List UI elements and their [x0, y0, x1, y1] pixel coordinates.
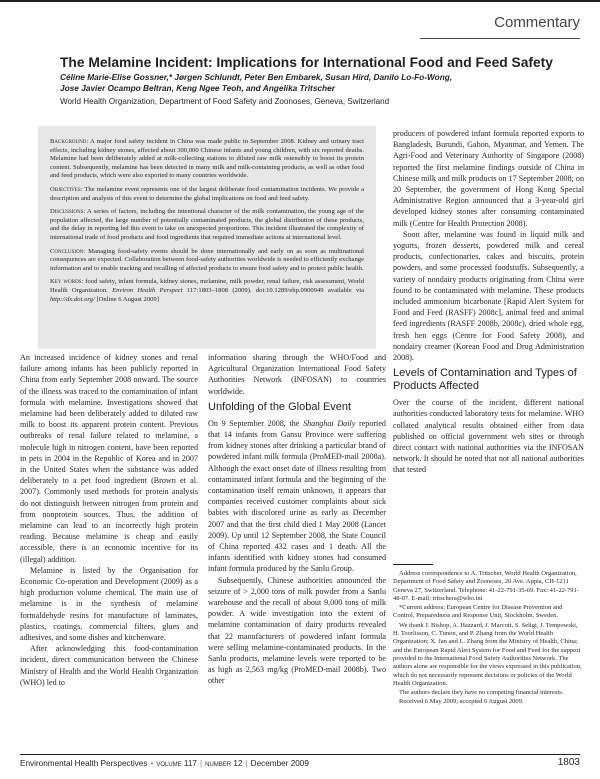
author-notes [393, 570, 584, 708]
col2-paragraph-1: information sharing through the WHO/Food and Agricultural Organization International Food Safety Authorities Network (INFOSAN) to countries worldwide. [208, 353, 386, 396]
section-heading-unfolding: Unfolding of the Global Event [208, 400, 352, 413]
column-1 [20, 352, 198, 688]
col1-paragraph-1: An increased incidence of kidney stones and renal failure among infants has been publicly reported in China from early September 2008 onward. The source of the illness was traced to the contamination of infant formula with melamine. Investigations showed that melamine had been deliberately added to diluted raw milk to boost its apparent protein content. Previous outbreaks of renal failure related to melamine, a molecule high in nitrogen content, have been reported in pets in 2004 in the Republic of Korea and in 2007 in the United States when the substance was added deliberately to a pet food ingredient (Brown et al. 2007). Commonly used methods for protein analysis do not distinguish between nitrogen from protein and from nonprotein sources. Thus, the addition of melamine can lead to an incorrectly high protein reading. Because melamine is cheap and easily accessible, there is an economic incentive for its (illegal) addition. [20, 353, 198, 564]
col3-paragraph-1: producers of powdered infant formula reported exports to Bangladesh, Burundi, Gabon, Myanmar, and Yemen. The Agri-Food and Veterinary Authority of Singapore (2008) reported the first melamine findings outside of China in Chinese milk and milk products on 17 September 2008; on 20 September, the government of Hong Kong Special Administrative Region announced that a 3-year-old girl developed kidney stones after consuming contaminated milk (Centre for Health Protection 2008). [393, 129, 584, 228]
author-line-2: Jose Javier Ocampo Beltran, Keng Ngee Teoh, and Angelika Tritscher [60, 83, 335, 93]
footer-number: number 12 [205, 759, 243, 768]
citation-journal: Environ Health Perspect [112, 286, 183, 294]
page-number: 1803 [557, 757, 580, 768]
footer-journal: Environmental Health Perspectives [20, 759, 148, 768]
objectives-label: Objectives: [50, 185, 83, 193]
discussion-label: Discussions: [50, 208, 86, 216]
notes-rule [393, 564, 433, 565]
abstract-objectives: Objectives: The melamine event represents one of the largest deliberate food contamination incidents. We provide a description and analysis of this event to determine the global implications on food and feed safety. [50, 185, 364, 202]
conclusion-label: Conclusion: [50, 247, 86, 255]
section-label: Commentary [494, 14, 580, 31]
footer: Environmental Health Perspectives • volume 117 | number 12 | December 2009 [20, 759, 309, 768]
keywords-label: Key words: [50, 278, 84, 286]
note-current-address: *Current address: European Centre for Disease Prevention and Control, Preparedness and Response Unit, Stockholm, Sweden. [393, 604, 563, 620]
abstract-conclusion: Conclusion: Managing food-safety events should be done internationally and early on as soon as multinational consequences are expected. Collaboration between food-safety authorities worldwide is needed to efficiently exchange information and to enable tracking and recalling of affected products to ensure food safety and to protect public health. [50, 247, 364, 272]
col2-paragraph-2: On 9 September 2008, the Shanghai Daily reported that 14 infants from Gansu Province were suffering from kidney stones after drinking a particular brand of powdered infant milk formula (ProMED-mail 2008a). Although the exact onset date of illness resulting from contaminated infant formula and the beginning of the contamination itself remain unknown, it appears that companies received customer complaints about sick babies with discolored urine as early as December 2007 and that the first child died 1 May 2008 (Lancet 2009). Up until 12 September 2008, the State Council of China reported 432 cases and 1 death. All the infants identified with kidney stones had consumed infant formula produced by the Sanlu Group. [208, 418, 386, 574]
abstract-keywords: Key words: food safety, infant formula, kidney stones, melamine, milk powder, renal failure, risk assessment, World Health Organization. Environ Health Perspect 117:1803–1808 (2009). doi:10.1289/ehp.0900949 available via http://dx.doi.org/ [Online 6 August 2009] [50, 278, 364, 303]
col1-paragraph-2: Melamine is listed by the Organisation for Economic Co-operation and Development (2009) as a high production volume chemical. The main use of melamine is in the synthesis of melamine formaldehyde resins for manufacture of laminates, plastics, coatings, commercial filters, glues and adhesives, and some dishes and kitchenware. [20, 565, 198, 643]
abstract-box [38, 126, 376, 349]
col2-paragraph-3: Subsequently, Chinese authorities announced the seizure of > 2,000 tons of milk powder from a Sanlu warehouse and the recall of about 9,000 tons of milk powder. A wide investigation into the extent of melamine contamination of dairy products revealed that 22 manufacturers of powdered infant formula were selling melamine-contaminated products. In the Sanlu products, melamine levels were reported to be as high as 2,563 mg/kg (ProMED-mail 2008b). Two other [208, 575, 386, 686]
note-acknowledgments: We thank J. Bishop, A. Hazzard, J. Marcott, S. Seligi, J. Tempowski, H. Toorlisson, C. Tunon, and P. Zhang from the World Health Organization; X. Jan and L. Zhang from the Ministry of Health, China; and the European Rapid Alert System for Food and Feed for the support provided to the International Food Safety Authorities Network. The authors alone are responsible for the views expressed in this publication, which do not necessarily represent decisions or policies of the World Health Organization. [393, 621, 582, 687]
footer-date: December 2009 [250, 759, 309, 768]
top-rule [0, 0, 600, 2]
abstract-background: Background: A major food safety incident in China was made public in September 2008. Kidney and urinary tract effects, including kidney stones, affected about 300,000 Chinese infants and young children, with six reported deaths. Melamine had been deliberately added at milk-collecting stations to diluted raw milk ostensibly to boost its protein content. Subsequently, melamine has been detected in many milk and milk-containing products, as well as other food and feed products, which were also exported to many countries worldwide. [50, 138, 364, 180]
footer-separator: • [150, 759, 154, 768]
note-received: Received 6 May 2009; accepted 6 August 2009. [399, 698, 524, 706]
background-label: Background: [50, 138, 89, 145]
section-heading-levels: Levels of Contamination and Types of Products Affected [393, 367, 577, 393]
article-title: The Melamine Incident: Implications for International Food and Feed Safety [60, 55, 553, 70]
column-2 [208, 352, 386, 687]
note-correspondence: Address correspondence to A. Tritscher, World Health Organization, Department of Food Safety and Zoonoses, 20 Ave. Appia, CH-1211 Geneva 27, Switzerland. Telephone: 41-22-791-35-69. Fax: 41-22-791-48-07. E-mail: tritschera@who.int [393, 570, 579, 602]
author-list [60, 72, 560, 94]
abstract-discussion: Discussions: A series of factors, including the intentional character of the milk contamination, the young age of the population affected, the large number of potentially contaminated products, the global distribution of these products, and the delay in reporting led this event to take on unexpected proportions. This incident illustrated the complexity of international trade of food products and food ingredients that required immediate actions at international level. [50, 208, 364, 241]
col3-paragraph-3: Over the course of the incident, different national authorities conducted laboratory tests for melamine. WHO collated analytical results obtained either from data published on official government web sites or through direct contact with national authorities via the INFOSAN network. It should be noted that not all national authorities that tested [393, 398, 584, 475]
footer-rule [20, 754, 580, 755]
section-rule [420, 38, 580, 39]
column-3 [393, 128, 584, 476]
note-competing-interests: The authors declare they have no competing financial interests. [399, 689, 564, 697]
col3-paragraph-2: Soon after, melamine was found in liquid milk and yogurts, frozen desserts, powdered milk and cereal products, confectionaries, cakes and biscuits, protein powders, and some processed foodstuffs. Subsequently, a variety of nondairy products originating from China were found to be contaminated with melamine. These products included ammonium bicarbonate [Rapid Alert System for Food and Feed (RASFF) 2008c], animal feed and animal feed ingredients (RASFF 2008b, 2008c), dried whole egg, fresh hen eggs (Centre for Food Safety 2008), and nondairy creamer (Korean Food and Drug Administration 2008). [393, 229, 584, 363]
footer-volume: volume 117 [156, 759, 197, 768]
doi-link[interactable]: http://dx.doi.org/ [50, 295, 95, 303]
col1-paragraph-3: After acknowledging this food-contamination incident, direct communication between the Chinese Ministry of Health and the World Health Organization (WHO) led to [20, 644, 198, 687]
author-line-1: Céline Marie-Elise Gossner,* Jørgen Schlundt, Peter Ben Embarek, Susan Hird, Danilo Lo-Fo-Wong, [60, 72, 453, 82]
affiliation: World Health Organization, Department of Food Safety and Zoonoses, Geneva, Switzerland [60, 97, 390, 106]
